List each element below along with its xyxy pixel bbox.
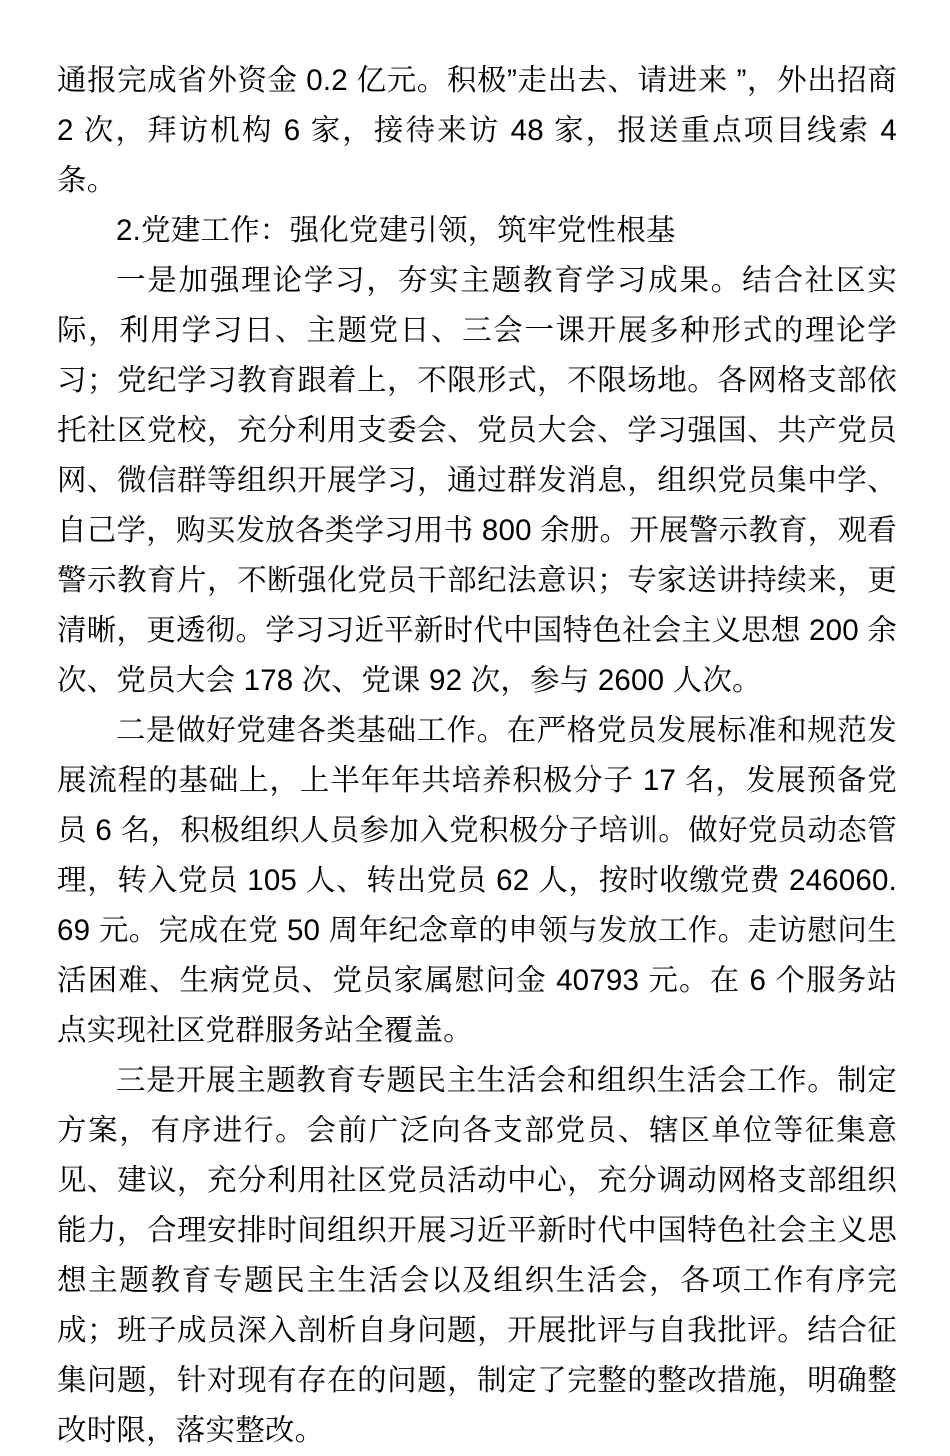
- paragraph-point-two: 二是做好党建各类基础工作。在严格党员发展标准和规范发展流程的基础上，上半年年共培养积极分子 17 名，发展预备党员 6 名，积极组织人员参加入党积极分子培训。做好党员动态管理，转入党员 105 人、转出党员 62 人，按时收缴党费 246060.69 元。完成在党 50 周年纪念章的申领与发放工作。走访慰问生活困难、生病党员、党员家属慰问金 40793 元。在 6 个服务站点实现社区党群服务站全覆盖。: [57, 714, 897, 1047]
- paragraph-point-one: 一是加强理论学习，夯实主题教育学习成果。结合社区实际，利用学习日、主题党日、三会一课开展多种形式的理论学习；党纪学习教育跟着上，不限形式，不限场地。各网格支部依托社区党校，充分利用支委会、党员大会、学习强国、共产党员网、微信群等组织开展学习，通过群发消息，组织党员集中学、自己学，购买发放各类学习用书 800 余册。开展警示教育，观看警示教育片，不断强化党员干部纪法意识；专家送讲持续来，更清晰，更透彻。学习习近平新时代中国特色社会主义思想 200 余次、党员大会 178 次、党课 92 次，参与 2600 人次。: [57, 264, 897, 697]
- document-body: [57, 56, 897, 1456]
- paragraph-point-three: 三是开展主题教育专题民主生活会和组织生活会工作。制定方案，有序进行。会前广泛向各支部党员、辖区单位等征集意见、建议，充分利用社区党员活动中心，充分调动网格支部组织能力，合理安排时间组织开展习近平新时代中国特色社会主义思想主题教育专题民主生活会以及组织生活会，各项工作有序完成；班子成员深入剖析自身问题，开展批评与自我批评。结合征集问题，针对现有存在的问题，制定了完整的整改措施，明确整改时限，落实整改。: [57, 1064, 897, 1447]
- paragraph-continuation: 通报完成省外资金 0.2 亿元。积极”走出去、请进来 ”，外出招商 2 次，拜访机构 6 家，接待来访 48 家，报送重点项目线索 4 条。: [57, 64, 897, 197]
- section-heading-party-building: 2.党建工作：强化党建引领，筑牢党性根基: [116, 214, 676, 247]
